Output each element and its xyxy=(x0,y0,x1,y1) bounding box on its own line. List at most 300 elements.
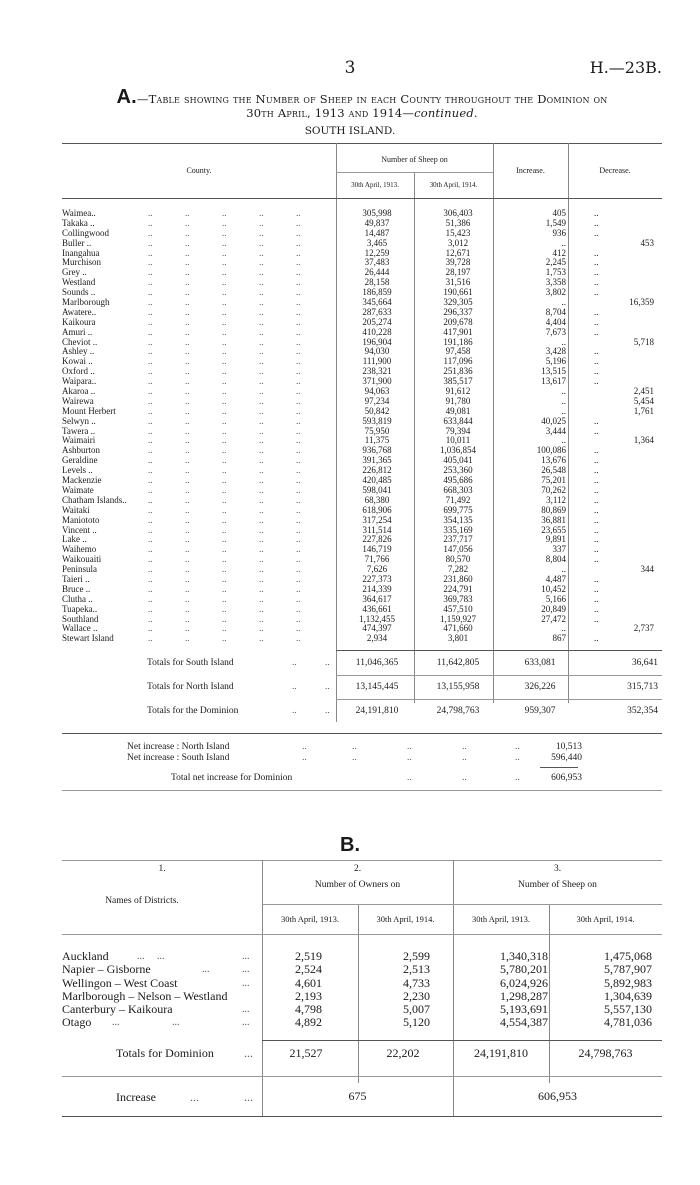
leader xyxy=(148,407,333,417)
decrease-value: 344 xyxy=(640,564,654,575)
increase-value: 75,201 xyxy=(541,475,566,486)
county-name: Bruce .. xyxy=(62,584,91,594)
district-name: Napier – Gisborne xyxy=(62,962,151,977)
sheep-1913: 97,234 xyxy=(364,395,390,406)
col-header-1914: 30th April, 1914. xyxy=(429,181,478,189)
increase-value: 80,869 xyxy=(541,504,566,515)
leader-dots: .. xyxy=(296,554,301,565)
leader-dots: .. xyxy=(352,753,357,763)
leader-dots: .. xyxy=(259,425,264,436)
table-row xyxy=(62,1003,662,1016)
sheep-1914: 1,475,068 xyxy=(604,949,652,963)
leader-dots: .. xyxy=(296,435,301,446)
sheep-1914: 39,728 xyxy=(445,257,471,268)
leader-dots: .. xyxy=(185,257,190,268)
sheep-1914: 251,836 xyxy=(443,366,473,377)
leader-dots: .. xyxy=(222,514,227,525)
totals-rule xyxy=(336,675,662,676)
net-north-value: 10,513 xyxy=(555,742,582,752)
leader-dots: .. xyxy=(259,633,264,644)
leader-dots: .. xyxy=(222,247,227,258)
decrease-value: .. xyxy=(594,217,599,228)
decrease-value: .. xyxy=(594,208,599,218)
leader-dots: .. xyxy=(222,277,227,288)
col-owners-1913: 30th April, 1913. xyxy=(280,914,340,924)
sheep-1914: 91,612 xyxy=(445,386,471,397)
table-a-bottom-rule xyxy=(62,733,662,734)
ellipsis: ... xyxy=(242,951,250,962)
leader-dots: .. xyxy=(222,217,227,228)
increase-value: 13,676 xyxy=(541,455,566,466)
leader-dots: .. xyxy=(462,742,467,752)
sheep-1913: 6,024,926 xyxy=(500,975,548,990)
sheep-1913: 317,254 xyxy=(362,514,392,525)
sheep-1914: 224,791 xyxy=(443,583,473,594)
leader-dots: .. xyxy=(185,336,190,347)
increase-value: 8,704 xyxy=(545,306,566,317)
leader-dots: .. xyxy=(259,395,264,406)
sheep-1914: 471,660 xyxy=(443,623,473,634)
leader-dots: .. xyxy=(259,534,264,545)
increase-value: 936 xyxy=(552,227,566,238)
leader-dots: .. xyxy=(185,376,190,387)
leader xyxy=(148,486,333,496)
leader-dots: .. xyxy=(222,544,227,555)
sheep-1914: 15,423 xyxy=(445,227,471,238)
leader-dots: .. xyxy=(296,573,301,584)
leader xyxy=(148,357,333,367)
total-sheep-1913: 24,191,810 xyxy=(474,1046,528,1060)
owners-1914: 2,513 xyxy=(403,962,430,977)
leader-dots: .. xyxy=(222,227,227,238)
decrease-value: .. xyxy=(594,366,599,377)
leader-dots: .. xyxy=(185,247,190,258)
decrease-value: .. xyxy=(594,583,599,594)
leader-dots: .. xyxy=(185,366,190,377)
leader-dots: .. xyxy=(259,415,264,426)
leader-dots: .. xyxy=(296,316,301,327)
leader-dots: .. xyxy=(296,623,301,634)
sheep-1914: 3,012 xyxy=(447,237,469,248)
table-row xyxy=(62,977,662,990)
leader xyxy=(148,466,333,476)
leader-dots: .. xyxy=(259,257,264,268)
totals-row-north xyxy=(62,680,662,694)
leader-dots: .. xyxy=(296,544,301,555)
sheep-1913: 1,132,455 xyxy=(359,613,395,624)
col2-number: 2. xyxy=(353,864,362,874)
decrease-value: .. xyxy=(594,227,599,238)
leader-dots: .. xyxy=(222,534,227,545)
leader-dots: .. xyxy=(259,208,264,218)
sheep-1914: 91,780 xyxy=(445,395,471,406)
total-decrease: 315,713 xyxy=(627,682,658,692)
increase-value: 405 xyxy=(552,208,566,218)
col3-label: Number of Sheep on xyxy=(518,880,597,890)
leader xyxy=(148,476,333,486)
sheep-1913: 287,633 xyxy=(362,306,392,317)
county-name: Peninsula xyxy=(62,565,97,575)
table-b-increase-rule xyxy=(62,1076,662,1077)
sheep-1914: 4,781,036 xyxy=(604,1015,652,1030)
district-name: Otago xyxy=(62,1015,92,1030)
leader-dots: .. xyxy=(259,356,264,367)
decrease-value: .. xyxy=(594,514,599,525)
sheep-1913: 2,934 xyxy=(366,633,388,644)
county-name: Lake .. xyxy=(62,535,87,545)
increase-value: 3,112 xyxy=(546,494,566,505)
decrease-value: .. xyxy=(594,287,599,298)
decrease-value: .. xyxy=(594,445,599,456)
leader-dots: .. xyxy=(296,217,301,228)
decrease-value: .. xyxy=(594,554,599,565)
decrease-value: .. xyxy=(594,455,599,466)
leader-dots: .. xyxy=(148,445,153,456)
sheep-1913: 71,766 xyxy=(364,554,390,565)
leader-dots: .. xyxy=(185,287,190,298)
leader xyxy=(148,397,333,407)
decrease-value: .. xyxy=(594,346,599,357)
decrease-value: .. xyxy=(594,376,599,387)
leader-dots: .. xyxy=(148,366,153,377)
increase-value: .. xyxy=(561,297,566,308)
owners-1914: 2,230 xyxy=(403,988,430,1003)
leader-dots: .. xyxy=(185,573,190,584)
leader-dots: .. xyxy=(185,603,190,614)
county-name: Levels .. xyxy=(62,466,93,476)
leader-dots: .. xyxy=(296,376,301,387)
increase-value: 1,549 xyxy=(545,217,566,228)
net-south-value: 596,440 xyxy=(551,753,582,763)
leader-dots: .. xyxy=(148,633,153,644)
table-b-letter: B. xyxy=(340,834,360,856)
leader-dots: .. xyxy=(148,306,153,317)
sheep-1914: 633,844 xyxy=(443,415,473,426)
leader-dots: .. xyxy=(259,306,264,317)
leader-dots: .. xyxy=(185,356,190,367)
sheep-1913: 311,514 xyxy=(362,524,392,535)
leader xyxy=(148,575,333,585)
leader-dots: .. xyxy=(296,534,301,545)
decrease-value: 1,364 xyxy=(633,435,654,446)
decrease-value: .. xyxy=(594,573,599,584)
leader-dots: .. xyxy=(222,465,227,476)
leader-dots: .. xyxy=(148,583,153,594)
col-header-decrease: Decrease. xyxy=(599,166,631,175)
leader-dots: .. xyxy=(296,208,301,218)
decrease-value: 2,451 xyxy=(633,386,654,397)
sheep-1913: 474,397 xyxy=(362,623,392,634)
leader-dots: .. xyxy=(259,544,264,555)
leader-dots: .. xyxy=(148,208,153,218)
leader xyxy=(148,298,333,308)
leader-dots: .. xyxy=(222,287,227,298)
leader-dots: .. xyxy=(148,573,153,584)
increase-value: 3,444 xyxy=(545,425,566,436)
net-sum-rule xyxy=(540,767,578,768)
leader-dots: .. xyxy=(148,554,153,565)
sheep-1913: 68,380 xyxy=(364,494,390,505)
sheep-1914: 385,517 xyxy=(443,376,473,387)
sheep-1913: 1,298,287 xyxy=(500,988,548,1003)
decrease-value: .. xyxy=(594,465,599,476)
leader xyxy=(148,347,333,357)
increase-value: 412 xyxy=(552,247,566,258)
county-name: Wairewa xyxy=(62,396,94,406)
sheep-1913: 26,444 xyxy=(364,267,390,278)
leader-dots: .. xyxy=(222,415,227,426)
decrease-value: .. xyxy=(594,415,599,426)
decrease-value: .. xyxy=(594,593,599,604)
ellipsis: ... xyxy=(190,1090,199,1104)
leader-dots: .. xyxy=(222,583,227,594)
leader-dots: .. xyxy=(185,277,190,288)
table-row xyxy=(62,634,662,644)
leader xyxy=(148,308,333,318)
county-name: Vincent .. xyxy=(62,525,97,535)
leader-dots: .. xyxy=(259,366,264,377)
decrease-value: .. xyxy=(594,277,599,288)
leader-dots: .. xyxy=(185,524,190,535)
sheep-1914: 1,036,854 xyxy=(440,445,476,456)
leader xyxy=(148,249,333,259)
decrease-value: .. xyxy=(594,633,599,644)
county-name: Murchison xyxy=(62,258,101,268)
leader-dots: .. xyxy=(259,287,264,298)
leader-dots: .. xyxy=(296,583,301,594)
ellipsis: ... xyxy=(244,1046,253,1060)
county-name: Waipara.. xyxy=(62,377,97,387)
leader-dots: .. xyxy=(222,425,227,436)
leader xyxy=(148,436,333,446)
leader-dots: .. xyxy=(407,773,412,783)
sheep-1913: 618,906 xyxy=(362,504,392,515)
table-a-letter: A. xyxy=(116,86,137,108)
leader-dots: .. xyxy=(148,425,153,436)
leader-dots: .. xyxy=(259,475,264,486)
decrease-value: 5,454 xyxy=(633,395,654,406)
leader-dots: .. xyxy=(222,356,227,367)
sheep-1913: 227,373 xyxy=(362,573,392,584)
leader-dots: .. xyxy=(296,524,301,535)
leader-dots: .. xyxy=(185,494,190,505)
leader-dots: .. xyxy=(222,554,227,565)
leader-dots: .. xyxy=(296,484,301,495)
leader-dots: .. xyxy=(222,623,227,634)
leader-dots: .. xyxy=(148,326,153,337)
leader-dots: .. xyxy=(222,504,227,515)
leader-dots: .. xyxy=(222,564,227,575)
decrease-value: 5,718 xyxy=(633,336,654,347)
increase-value: 40,025 xyxy=(541,415,566,426)
leader-dots: .. xyxy=(222,524,227,535)
table-a-subheader-rule xyxy=(336,172,493,173)
leader-dots: .. xyxy=(185,514,190,525)
sheep-1913: 4,554,387 xyxy=(500,1015,548,1030)
table-row xyxy=(62,990,662,1003)
leader xyxy=(148,288,333,298)
owners-1913: 4,798 xyxy=(295,1002,322,1017)
leader-dots: .. xyxy=(259,564,264,575)
county-name: Waitaki xyxy=(62,505,90,515)
decrease-value: .. xyxy=(594,603,599,614)
increase-value: 5,166 xyxy=(545,593,566,604)
sheep-1913: 49,837 xyxy=(364,217,390,228)
col-header-county: County. xyxy=(186,166,212,175)
totals-rule xyxy=(336,699,662,700)
total-1914: 11,642,805 xyxy=(436,658,480,668)
totals-label: Totals for North Island xyxy=(147,682,234,692)
county-name: Maniototo xyxy=(62,515,100,525)
leader-dots: .. xyxy=(185,217,190,228)
sheep-1913: 305,998 xyxy=(362,208,392,218)
totals-label: Totals for the Dominion xyxy=(147,706,239,716)
increase-value: 100,086 xyxy=(536,445,566,456)
total-1914: 13,155,958 xyxy=(436,682,480,692)
increase-value: .. xyxy=(561,564,566,575)
leader-dots: .. xyxy=(259,583,264,594)
county-name: Awatere.. xyxy=(62,307,97,317)
table-a-body xyxy=(62,209,662,644)
leader xyxy=(148,446,333,456)
leader-dots: .. xyxy=(148,514,153,525)
leader-dots: .. xyxy=(222,267,227,278)
sheep-1913: 364,617 xyxy=(362,593,392,604)
decrease-value: .. xyxy=(594,425,599,436)
county-name: Amuri .. xyxy=(62,327,93,337)
leader-dots: .. xyxy=(296,366,301,377)
net-north-label: Net increase : North Island xyxy=(127,742,230,752)
leader-dots: .. xyxy=(296,603,301,614)
leader-dots: .. xyxy=(148,267,153,278)
county-name: Mount Herbert xyxy=(62,406,116,416)
table-a-header-rule xyxy=(62,198,662,199)
ellipsis: ... xyxy=(242,1017,250,1029)
owners-1913: 2,193 xyxy=(295,988,322,1003)
leader-dots: .. xyxy=(185,623,190,634)
sheep-1914: 209,678 xyxy=(443,316,473,327)
leader-dots: .. xyxy=(148,356,153,367)
increase-value: 70,262 xyxy=(541,484,566,495)
leader-dots: .. xyxy=(222,455,227,466)
net-increase-north xyxy=(127,742,587,753)
decrease-value: .. xyxy=(594,267,599,278)
increase-owners: 675 xyxy=(348,1089,367,1103)
decrease-value: .. xyxy=(594,475,599,486)
leader-dots: .. xyxy=(222,395,227,406)
leader-dots: .. xyxy=(259,445,264,456)
col-owners-1914: 30th April, 1914. xyxy=(376,914,435,924)
leader-dots: .. xyxy=(185,544,190,555)
sheep-1913: 3,465 xyxy=(366,237,388,248)
leader xyxy=(148,338,333,348)
sheep-1913: 226,812 xyxy=(362,465,392,476)
ellipsis: ... xyxy=(242,964,250,976)
leader-dots: .. xyxy=(148,593,153,604)
leader-dots: .. xyxy=(148,336,153,347)
sheep-1913: 1,340,318 xyxy=(500,949,548,963)
leader-dots: .. xyxy=(296,237,301,248)
leader-dots: .. xyxy=(222,435,227,446)
leader-dots: .. xyxy=(185,227,190,238)
decrease-value: .. xyxy=(594,613,599,624)
sheep-1914: 253,360 xyxy=(443,465,473,476)
leader-dots: .. xyxy=(259,623,264,634)
net-increase-south xyxy=(127,753,587,764)
increase-value: 4,404 xyxy=(545,316,566,327)
leader-dots: .. xyxy=(407,742,412,752)
leader-dots: .. xyxy=(296,227,301,238)
increase-value: 7,673 xyxy=(545,326,566,337)
region-heading: SOUTH ISLAND. xyxy=(304,125,396,137)
owners-1913: 4,601 xyxy=(295,975,322,990)
sheep-1913: 7,626 xyxy=(366,564,388,575)
sheep-1914: 31,516 xyxy=(445,277,471,288)
decrease-value: .. xyxy=(594,326,599,337)
increase-value: 8,804 xyxy=(545,554,566,565)
leader-dots: .. xyxy=(185,316,190,327)
sheep-1914: 417,901 xyxy=(443,326,473,337)
sheep-1913: 436,661 xyxy=(362,603,392,614)
sheep-1913: 227,826 xyxy=(362,534,392,545)
leader-dots: .. xyxy=(222,366,227,377)
leader xyxy=(148,585,333,595)
increase-value: 9,891 xyxy=(545,534,566,545)
table-row xyxy=(62,963,662,976)
leader-dots: .. xyxy=(148,316,153,327)
leader-dots: .. xyxy=(148,287,153,298)
owners-1914: 4,733 xyxy=(403,975,430,990)
leader-dots: .. xyxy=(185,554,190,565)
table-a-top-rule xyxy=(62,143,662,144)
sheep-1914: 5,557,130 xyxy=(604,1002,652,1017)
district-name: Marlborough – Nelson – Westland xyxy=(62,988,228,1003)
leader-dots: .. xyxy=(222,376,227,387)
county-name: Cheviot .. xyxy=(62,337,98,347)
sheep-1913: 371,900 xyxy=(362,376,392,387)
leader xyxy=(148,318,333,328)
leader xyxy=(148,615,333,625)
sheep-1914: 117,096 xyxy=(443,356,473,367)
leader-dots: .. xyxy=(148,395,153,406)
leader xyxy=(148,377,333,387)
increase-value: 2,245 xyxy=(545,257,566,268)
leader-dots: .. xyxy=(148,484,153,495)
net-total-value: 606,953 xyxy=(551,773,582,783)
sheep-1913: 111,900 xyxy=(362,356,392,367)
leader-dots: .. xyxy=(148,257,153,268)
leader xyxy=(148,545,333,555)
col3-number: 3. xyxy=(553,864,562,874)
sheep-1914: 369,783 xyxy=(443,593,473,604)
leader-dots: .. xyxy=(296,405,301,416)
leader-dots: .. xyxy=(148,623,153,634)
county-name: Tuapeka.. xyxy=(62,604,98,614)
county-name: Selwyn .. xyxy=(62,416,96,426)
leader-dots: .. xyxy=(148,435,153,446)
sheep-1914: 12,671 xyxy=(445,247,471,258)
total-1914: 24,798,763 xyxy=(436,706,480,716)
sheep-1914: 457,510 xyxy=(443,603,473,614)
leader-dots: .. xyxy=(148,386,153,397)
sheep-1913: 50,842 xyxy=(364,405,390,416)
ellipsis: ... xyxy=(157,951,165,962)
leader-dots: .. xyxy=(259,267,264,278)
leader xyxy=(148,506,333,516)
leader-dots: .. xyxy=(185,297,190,308)
county-name: Ashburton xyxy=(62,446,100,456)
leader-dots: .. xyxy=(148,346,153,357)
